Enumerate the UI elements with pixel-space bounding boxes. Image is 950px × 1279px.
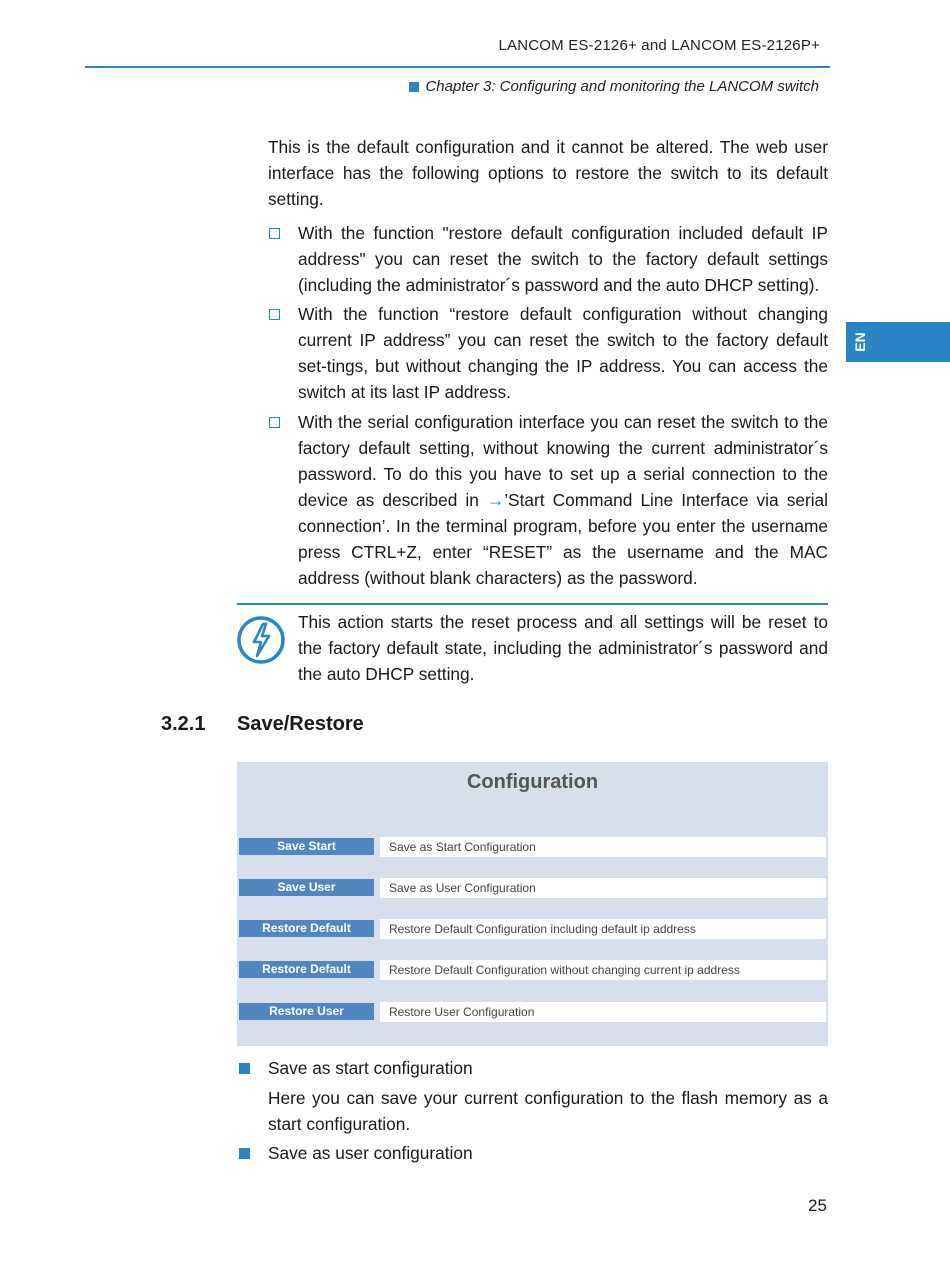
config-row-description: Restore Default Configuration without changing current ip address bbox=[380, 960, 826, 980]
intro-paragraph: This is the default configuration and it cannot be altered. The web user interface has the following options to restore the switch to its default setting. bbox=[268, 137, 828, 209]
chapter-header bbox=[409, 78, 819, 95]
restore-user-button[interactable]: Restore User bbox=[239, 1003, 374, 1020]
configuration-panel bbox=[237, 762, 828, 1046]
option-3-text-start: With the serial configuration interface you can reset the switch to the factory default setting, without knowing the current administrator´s password. To do this you have to set up a serial connection to the device as described in bbox=[298, 412, 828, 510]
item-1-text: Here you can save your current configuration to the flash memory as a start configuration. bbox=[268, 1088, 828, 1134]
configuration-title: Configuration bbox=[466, 771, 599, 793]
language-tab-label: EN bbox=[852, 332, 868, 352]
option-1-bullet-icon bbox=[269, 228, 280, 239]
page-number: 25 bbox=[808, 1196, 827, 1215]
option-3-text bbox=[298, 409, 828, 591]
config-row bbox=[239, 878, 826, 898]
config-row bbox=[239, 960, 826, 980]
save-start-button[interactable]: Save Start bbox=[239, 838, 374, 855]
option-2-bullet-icon bbox=[269, 309, 280, 320]
item-2-bullet-icon bbox=[239, 1148, 250, 1159]
option-2-text: With the function “restore default configuration without changing current IP address” you can reset the switch to the factory default set-tings, but without changing the IP address. You can access the switch at its last IP address. bbox=[298, 304, 828, 402]
config-row-description: Save as Start Configuration bbox=[380, 837, 826, 857]
section-title: Save/Restore bbox=[237, 713, 364, 735]
chapter-title: Chapter 3: Configuring and monitoring the LANCOM switch bbox=[425, 78, 819, 95]
header-rule bbox=[85, 66, 830, 68]
config-row-description: Restore User Configuration bbox=[380, 1002, 826, 1022]
restore-default-keep-ip-button[interactable]: Restore Default bbox=[239, 961, 374, 978]
language-tab bbox=[846, 322, 950, 362]
cross-reference-link[interactable]: ’Start Command Line Interface via serial connection’ bbox=[298, 490, 829, 536]
warning-text: This action starts the reset process and all settings will be reset to the factory default state, including the administrator´s password and the auto DHCP setting. bbox=[298, 612, 828, 684]
section-number: 3.2.1 bbox=[161, 713, 206, 735]
config-row bbox=[239, 919, 826, 939]
link-arrow-icon: → bbox=[486, 490, 505, 510]
chapter-square-icon bbox=[409, 82, 419, 92]
option-3-text-end: . In the terminal program, before you enter the username press CTRL+Z, enter “RESET” as the username and the MAC address (without blank characters) as the password. bbox=[298, 516, 828, 588]
save-user-button[interactable]: Save User bbox=[239, 879, 374, 896]
item-1-bullet-icon bbox=[239, 1063, 250, 1074]
warning-rule bbox=[237, 603, 828, 605]
config-row-description: Restore Default Configuration including default ip address bbox=[380, 919, 826, 939]
config-row-description: Save as User Configuration bbox=[380, 878, 826, 898]
option-3-bullet-icon bbox=[269, 417, 280, 428]
item-2-title: Save as user configuration bbox=[268, 1143, 473, 1163]
item-1-title: Save as start configuration bbox=[268, 1058, 473, 1078]
config-row bbox=[239, 837, 826, 857]
lightning-warning-icon bbox=[236, 615, 286, 665]
running-header-title: LANCOM ES-2126+ and LANCOM ES-2126P+ bbox=[498, 37, 820, 54]
option-1-text: With the function "restore default configuration included default IP address" you can reset the switch to the factory default settings (including the administrator´s password and the auto DHCP setting). bbox=[298, 223, 828, 295]
config-row bbox=[239, 1002, 826, 1022]
restore-default-ip-button[interactable]: Restore Default bbox=[239, 920, 374, 937]
